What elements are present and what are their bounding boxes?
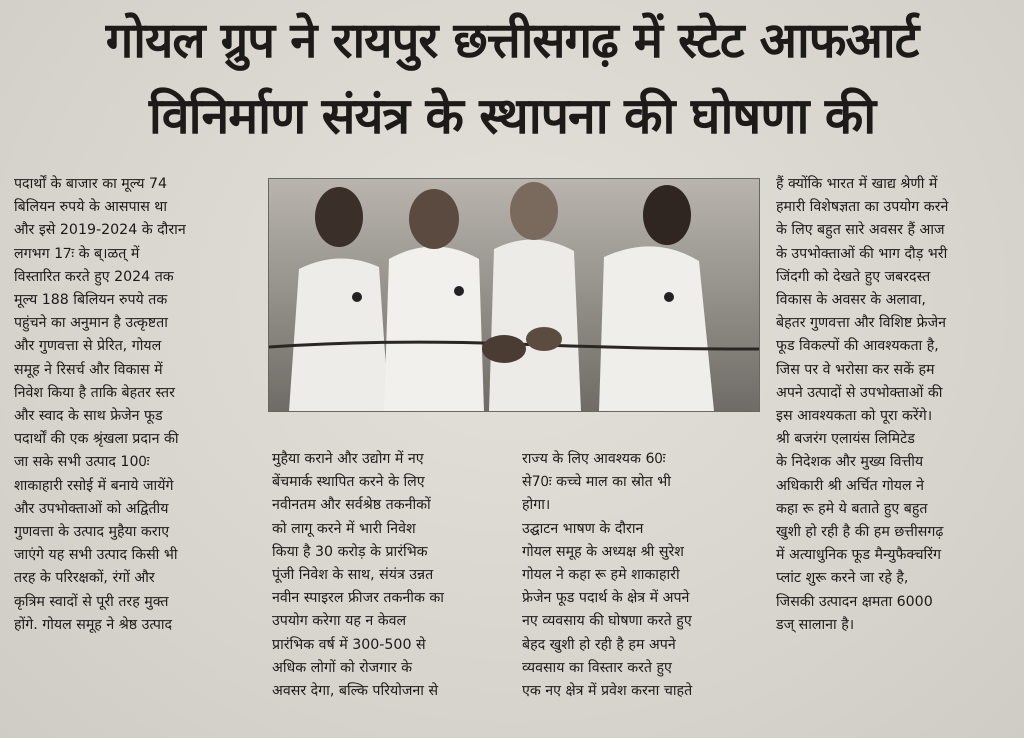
article-text-line: हैं क्योंकि भारत में खाद्य श्रेणी में xyxy=(776,176,938,192)
article-column-4 xyxy=(776,173,1020,637)
article-text-line: अधिक लोगों को रोजगार के xyxy=(272,659,413,676)
article-text-line: किया है 30 करोड़ के प्रारंभिक xyxy=(272,543,428,560)
article-text-line: विकास के अवसर के अलावा, xyxy=(776,292,926,309)
article-text-line: नए व्यवसाय की घोषणा करते हुए xyxy=(522,613,692,630)
article-text-line: गोयल ने कहा रू हमे शाकाहारी xyxy=(522,567,680,584)
article-text-line: इस आवश्यकता को पूरा करेंगे। xyxy=(776,408,933,425)
article-text-line: प्लांट शुरू करने जा रहे है, xyxy=(776,570,909,587)
article-text-line: शाकाहारी रसोई में बनाये जायेंगे xyxy=(14,477,174,494)
article-text-line: पदार्थों की एक श्रृंखला प्रदान की xyxy=(14,431,179,448)
article-text-line: मूल्य 188 बिलियन रुपये तक xyxy=(14,292,168,309)
article-text-line: श्री बजरंग एलायंस लिमिटेड xyxy=(776,431,915,448)
article-text-line: बेहतर गुणवत्ता और विशिष्ट फ्रेजेन xyxy=(776,315,947,332)
article-text-line: गोयल समूह के अध्यक्ष श्री सुरेश xyxy=(522,543,684,560)
article-text-line: जिस पर वे भरोसा कर सकें हम xyxy=(776,361,935,378)
article-text-line: अपने उत्पादों से उपभोक्ताओं की xyxy=(776,384,943,401)
article-text-line: पूंजी निवेश के साथ, संयंत्र उन्नत xyxy=(272,567,434,584)
article-text-line: के उपभोक्ताओं की भाग दौड़ भरी xyxy=(776,245,948,262)
article-text-line: गुणवत्ता के उत्पाद मुहैया कराए xyxy=(14,524,170,541)
article-text-line: निवेश किया है ताकि बेहतर स्तर xyxy=(14,384,175,401)
article-text-line: को लागू करने में भारी निवेश xyxy=(272,520,416,537)
article-text-line: कहा रू हमे ये बताते हुए बहुत xyxy=(776,500,928,517)
article-text-line: और उपभोक्ताओं को अद्वितीय xyxy=(14,500,169,517)
article-column-1 xyxy=(14,173,262,637)
person-2-head xyxy=(409,189,459,249)
article-column-2 xyxy=(272,448,506,703)
person-1-head xyxy=(315,187,363,247)
article-text-line: हमारी विशेषज्ञता का उपयोग करने xyxy=(776,199,949,216)
person-4-shirt xyxy=(599,246,714,411)
article-text-line: खुशी हो रही है की हम छत्तीसगढ़ xyxy=(776,524,944,541)
article-text-line: राज्य के लिए आवश्यक 60ः xyxy=(522,451,666,467)
article-text-line: उद्घाटन भाषण के दौरान xyxy=(522,520,644,537)
article-column-3 xyxy=(522,448,762,703)
article-text-line: से70ः कच्चे माल का स्रोत भी xyxy=(522,474,671,491)
person-4-head xyxy=(643,185,691,245)
article-text-line: नवीनतम और सर्वश्रेष्ठ तकनीकों xyxy=(272,497,431,514)
article-text-line: जिसकी उत्पादन क्षमता 6000 xyxy=(776,593,933,610)
article-text-line: और स्वाद के साथ फ्रेजेन फूड xyxy=(14,408,163,425)
article-text-line: होंगे. गोयल समूह ने श्रेष्ठ उत्पाद xyxy=(14,616,173,633)
article-text-line: विस्तारित करते हुए 2024 तक xyxy=(14,268,174,285)
article-text-line: बेहद खुशी हो रही है हम अपने xyxy=(522,636,676,653)
article-text-line: तरह के परिरक्षकों, रंगों और xyxy=(14,570,155,587)
photo-illustration xyxy=(269,179,759,411)
ribbon-cutting-photo xyxy=(268,178,760,412)
article-text-line: फूड विकल्पों की आवश्यकता है, xyxy=(776,338,939,355)
article-text-line: एक नए क्षेत्र में प्रवेश करना चाहते xyxy=(522,683,693,700)
article-text-line: प्रारंभिक वर्ष में 300-500 से xyxy=(272,636,426,653)
article-text-line: कृत्रिम स्वादों से पूरी तरह मुक्त xyxy=(14,593,169,610)
article-text-line: पदार्थों के बाजार का मूल्य 74 xyxy=(14,176,168,192)
article-text-line: जा सके सभी उत्पाद 100ः xyxy=(14,454,150,471)
article-text-line: मुहैया कराने और उद्योग में नए xyxy=(272,451,424,467)
article-text-line: में अत्याधुनिक फूड मैन्युफैक्चरिंग xyxy=(776,547,942,564)
article-text-line: जाएंगे यह सभी उत्पाद किसी भी xyxy=(14,547,178,564)
article-text-line: होगा। xyxy=(522,497,551,514)
article-text-line: के निदेशक और मुख्य वित्तीय xyxy=(776,454,924,471)
article-text-line: अधिकारी श्री अर्चित गोयल ने xyxy=(776,477,925,494)
article-text-line: जिंदगी को देखते हुए जबरदस्त xyxy=(776,268,931,285)
article-text-line: बिलियन रुपये के आसपास था xyxy=(14,199,168,216)
article-text-line: और गुणवत्ता से प्रेरित, गोयल xyxy=(14,338,162,355)
article-text-line: फ्रेजेन फूड पदार्थ के क्षेत्र में अपने xyxy=(522,590,690,607)
article-text-line: डज् सालाना है। xyxy=(776,616,855,633)
article-text-line: अवसर देगा, बल्कि परियोजना से xyxy=(272,683,439,700)
person-1-shirt xyxy=(289,258,389,411)
person-2-shirt xyxy=(384,247,484,412)
headline-line-1: गोयल ग्रुप ने रायपुर छत्तीसगढ़ में स्टेट आफआर्ट xyxy=(105,12,919,69)
article-text-line: पहुंचने का अनुमान है उत्कृष्टता xyxy=(14,315,168,332)
headline-line-2: विनिर्माण संयंत्र के स्थापना की घोषणा की xyxy=(148,87,876,145)
article-text-line: और इसे 2019-2024 के दौरान xyxy=(14,222,186,239)
article-text-line: के लिए बहुत सारे अवसर हैं आज xyxy=(776,222,945,239)
article-text-line: व्यवसाय का विस्तार करते हुए xyxy=(522,659,672,676)
article-text-line: नवीन स्पाइरल फ्रीजर तकनीक का xyxy=(272,590,444,607)
article-text-line: उपयोग करेगा यह न केवल xyxy=(272,613,407,630)
person-3-shirt xyxy=(489,239,581,411)
article-text-line: लगभग 17ः के ब्।ळत् में xyxy=(14,245,140,262)
article-text-line: बेंचमार्क स्थापित करने के लिए xyxy=(272,474,425,491)
article-text-line: समूह ने रिसर्च और विकास में xyxy=(14,361,163,378)
person-3-head xyxy=(510,182,558,240)
